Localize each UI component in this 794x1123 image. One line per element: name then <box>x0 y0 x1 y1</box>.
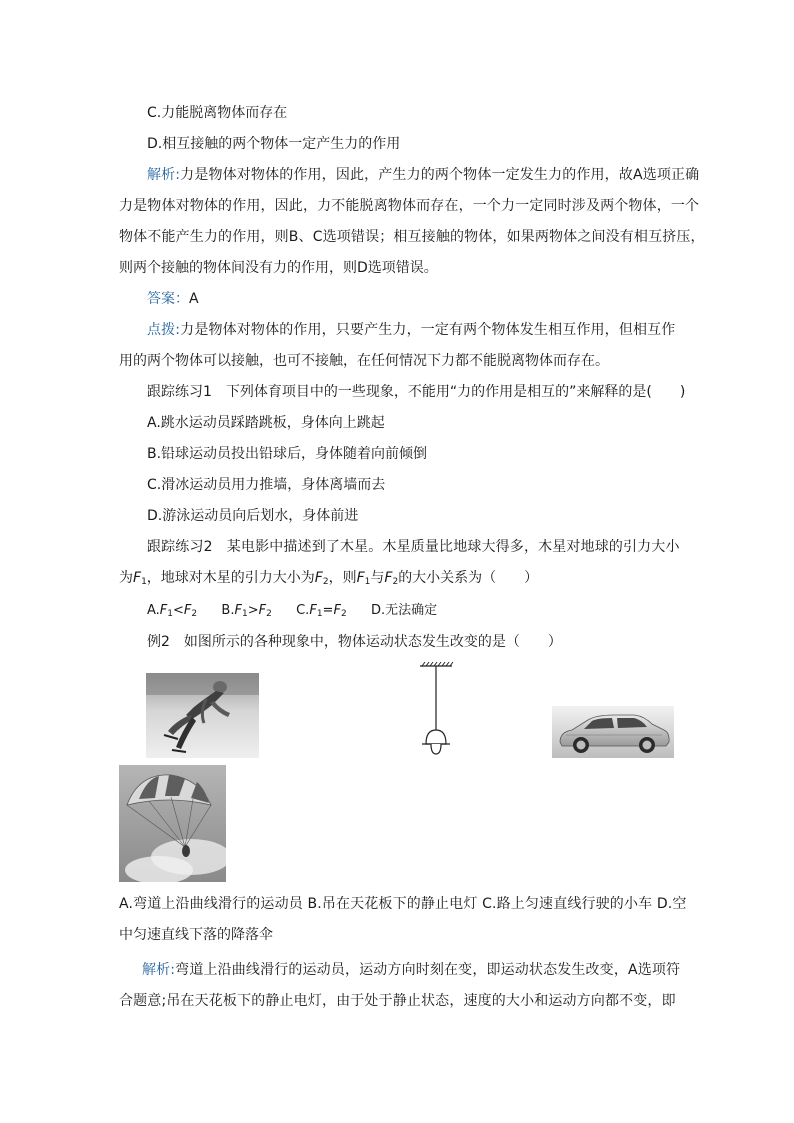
answer-line <box>147 289 199 309</box>
tip-label: 点拨: <box>147 322 181 338</box>
exercise-2-question-line-1: 跟踪练习2 某电影中描述到了木星。木星质量比地球大得多，木星对地球的引力大小 <box>147 539 680 555</box>
skater-photo <box>146 673 259 758</box>
ceiling-lamp-diagram <box>412 660 460 758</box>
exercise-2-option-a: $A.F_1<F_2$ <box>147 603 198 619</box>
analysis-1-line-4: 则两个接触的物体间没有力的作用，则D选项错误。 <box>119 260 438 276</box>
answer-label: 答案： <box>147 291 189 307</box>
example-2-choices-line-1: A.弯道上沿曲线滑行的运动员 B.吊在天花板下的静止电灯 C.路上匀速直线行驶的小车 D.空 <box>119 896 687 912</box>
tip-line-1: 点拨:力是物体对物体的作用，只要产生力，一定有两个物体发生相互作用，但相互作 <box>147 322 676 338</box>
exercise-1-option-d: D.游泳运动员向后划水，身体前进 <box>147 508 359 524</box>
analysis-2-label: 解析: <box>142 962 176 978</box>
analysis-1-line-1: 解析:力是物体对物体的作用，因此，产生力的两个物体一定发生力的作用，故A选项正确 <box>147 167 700 183</box>
car-photo <box>552 706 674 758</box>
option-d: D.相互接触的两个物体一定产生力的作用 <box>147 136 401 152</box>
example-2-choices-line-2: 中匀速直线下落的降落伞 <box>119 927 273 943</box>
exercise-1-option-b: B.铅球运动员投出铅球后，身体随着向前倾倒 <box>147 446 428 462</box>
answer-value: A <box>189 291 199 307</box>
analysis-1-line-3: 物体不能产生力的作用，则B、C选项错误；相互接触的物体，如果两物体之间没有相互挤压， <box>119 229 705 245</box>
exercise-2-option-c: $C.F_1=F_2$ <box>296 603 347 619</box>
exercise-1-option-c: C.滑冰运动员用力推墙，身体离墙而去 <box>147 477 386 493</box>
exercise-2-question-line-2: 为$F_1$，地球对木星的引力大小为$F_2$，则$F_1$与$F_2$的大小关系为（ ） <box>119 570 539 587</box>
exercise-1-question: 跟踪练习1 下列体育项目中的一些现象，不能用“力的作用是相互的”来解释的是( ) <box>147 384 686 400</box>
analysis-1-line-2: 力是物体对物体的作用，因此，力不能脱离物体而存在，一个力一定同时涉及两个物体，一个 <box>119 198 700 214</box>
example-2-question: 例2 如图所示的各种现象中，物体运动状态发生改变的是（ ） <box>147 634 562 650</box>
exercise-1-option-a: A.跳水运动员踩踏跳板，身体向上跳起 <box>147 415 385 431</box>
analysis-2-line-2: 合题意;吊在天花板下的静止电灯，由于处于静止状态，速度的大小和运动方向都不变，即 <box>119 993 676 1009</box>
exercise-2-option-d: D.无法确定 <box>370 603 438 618</box>
exercise-2-options <box>147 601 437 624</box>
tip-line-2: 用的两个物体可以接触，也可不接触，在任何情况下力都不能脱离物体而存在。 <box>119 353 609 369</box>
exercise-2-option-b: $B.F_1>F_2$ <box>221 603 272 619</box>
analysis-2-line-1: 解析:弯道上沿曲线滑行的运动员，运动方向时刻在变，即运动状态发生改变，A选项符 <box>142 962 681 978</box>
analysis-label: 解析: <box>147 167 181 183</box>
option-c: C.力能脱离物体而存在 <box>147 105 288 121</box>
parachute-photo <box>119 765 226 882</box>
